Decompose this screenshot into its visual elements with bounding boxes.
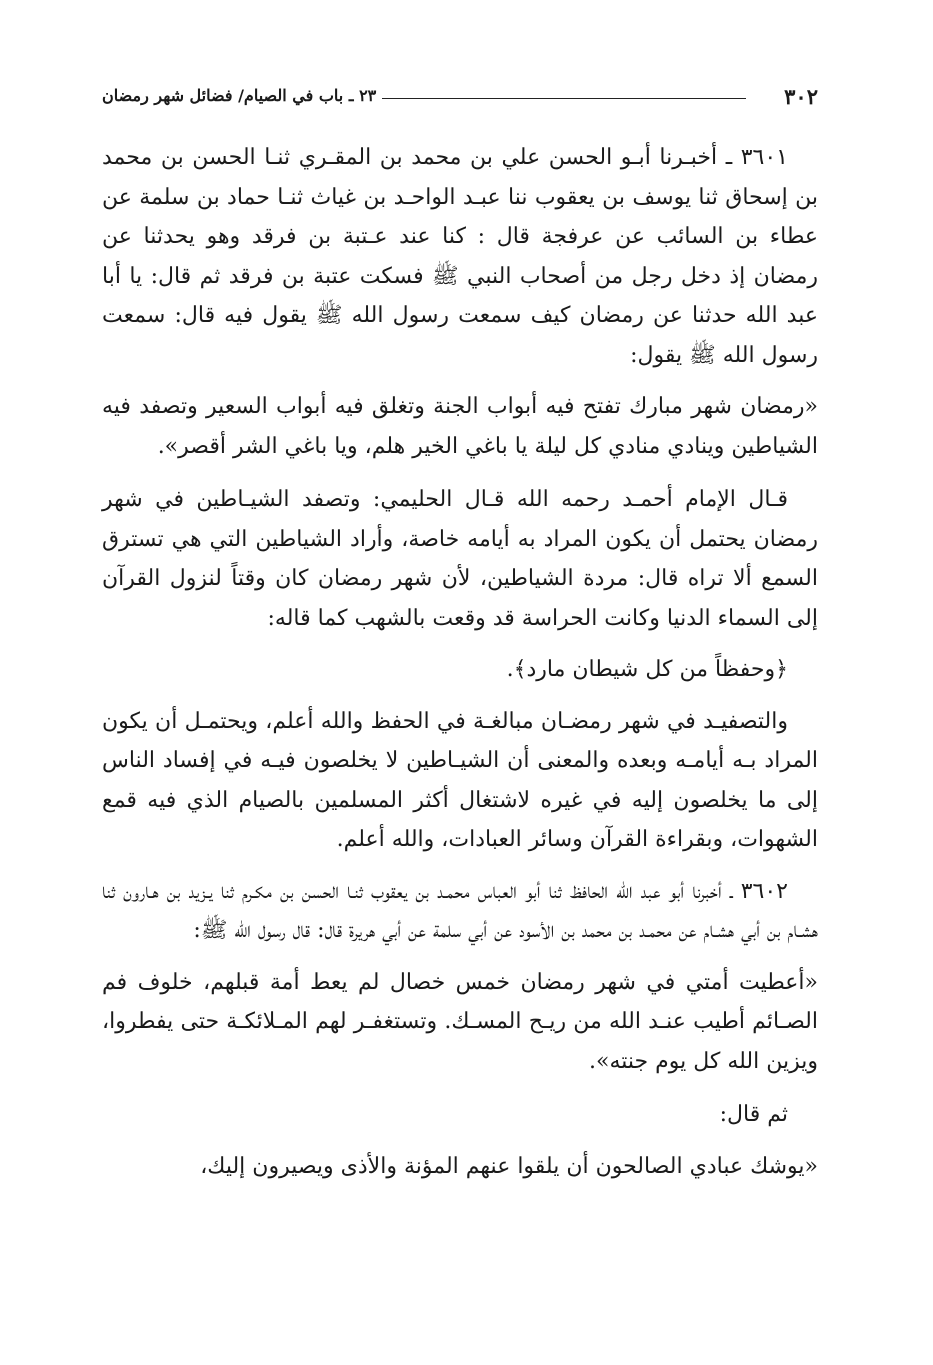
page-number: ٣٠٢ <box>784 84 818 109</box>
quran-verse-quote: ﴿وحفظاً من كل شيطان مارد﴾. <box>506 657 788 682</box>
hadith-paragraph-3601: ٣٦٠١ ـ أخبـرنا أبـو الحسن علي بن محمد بن المقـري ثنـا الحسن بن محمد بن إسحاق ثنا يوسف بن يعقوب ننا عبـد الواحـد بن غياث ثنـا حماد بن سلمة عن عطاء بن السائب عن عرفجة قال : كنا عند عـتبة بن فرقد وهو يحدثنا عن رمضان إذ دخل رجل من أصحاب النبي ﷺ فسكت عتبة بن فرقد ثم قال: يا أبا عبد الله حدثنا عن رمضان كيف سمعت رسول الله ﷺ يقول فيه قال: سمعت رسول الله ﷺ يقول: <box>102 145 818 368</box>
hadith-quote-paragraph-2: «أعطيت أمتي في شهر رمضان خمس خصال لم يعط أمة قبلهم، خلوف فم الصـائم أطيب عنـد الله من ريـح المسـك. وتستغفـر لهم المـلائكـة حتى يفطروا، ويزين الله كل يوم جنته». <box>102 969 818 1074</box>
hadith-paragraph-3602: ٣٦٠٢ ـ أخبرنا أبو عبد الله الحافظ ثنا أبو العباس محمـد بن يعقوب ثنـا الحسن بن مكـرم ثنا يـزيد بن هـارون ثنا هشـام بن أبي هشـام عن محمـد بن محمد بن الأسود عن أبي سلمة عن أبي هريرة قال: قال رسول الله ﷺ: <box>102 878 818 943</box>
page-header <box>102 84 818 114</box>
commentary-paragraph: قـال الإمام أحمـد رحمه الله قـال الحليمي: وتصفد الشيـاطين في شهر رمضان يحتمل أن يكون المراد به أيامه خاصة، وأراد الشياطين التي هي تسترق السمع ألا تراه قال: مردة الشياطين، لأن شهر رمضان كان وقتاً لنزول القرآن إلى السماء الدنيا وكانت الحراسة قد وقعت بالشهب كما قاله: <box>102 487 818 631</box>
commentary-paragraph-2: والتصفيـد في شهر رمضـان مبالغـة في الحفظ والله أعلم، ويحتمـل أن يكون المراد بـه أيامـه وبعده والمعنى أن الشيـاطين لا يخلصون فيـه في إفساد الناس إلى ما يخلصون إليه في غيره لاشتغال أكثر المسلمين بالصيام الذي فيه قمع الشهوات، وبقراءة القرآن وسائر العبادات، والله أعلم. <box>102 708 818 852</box>
hadith-quote-paragraph-3: «يوشك عبادي الصالحون أن يلقوا عنهم المؤنة والأذى ويصيرون إليك، <box>200 1153 818 1179</box>
hadith-quote-paragraph: «رمضان شهر مبارك تفتح فيه أبواب الجنة وتغلق فيه أبواب السعير وتصفد فيه الشياطين وينادي منادي كل ليلة يا باغي الخير هلم، ويا باغي الشر أقصر». <box>102 394 818 459</box>
page-body <box>102 138 818 1198</box>
running-title: ٢٣ ـ باب في الصيام/ فضائل شهر رمضان <box>102 86 377 105</box>
header-divider <box>382 98 746 99</box>
transition-line: ثم قال: <box>719 1102 788 1127</box>
